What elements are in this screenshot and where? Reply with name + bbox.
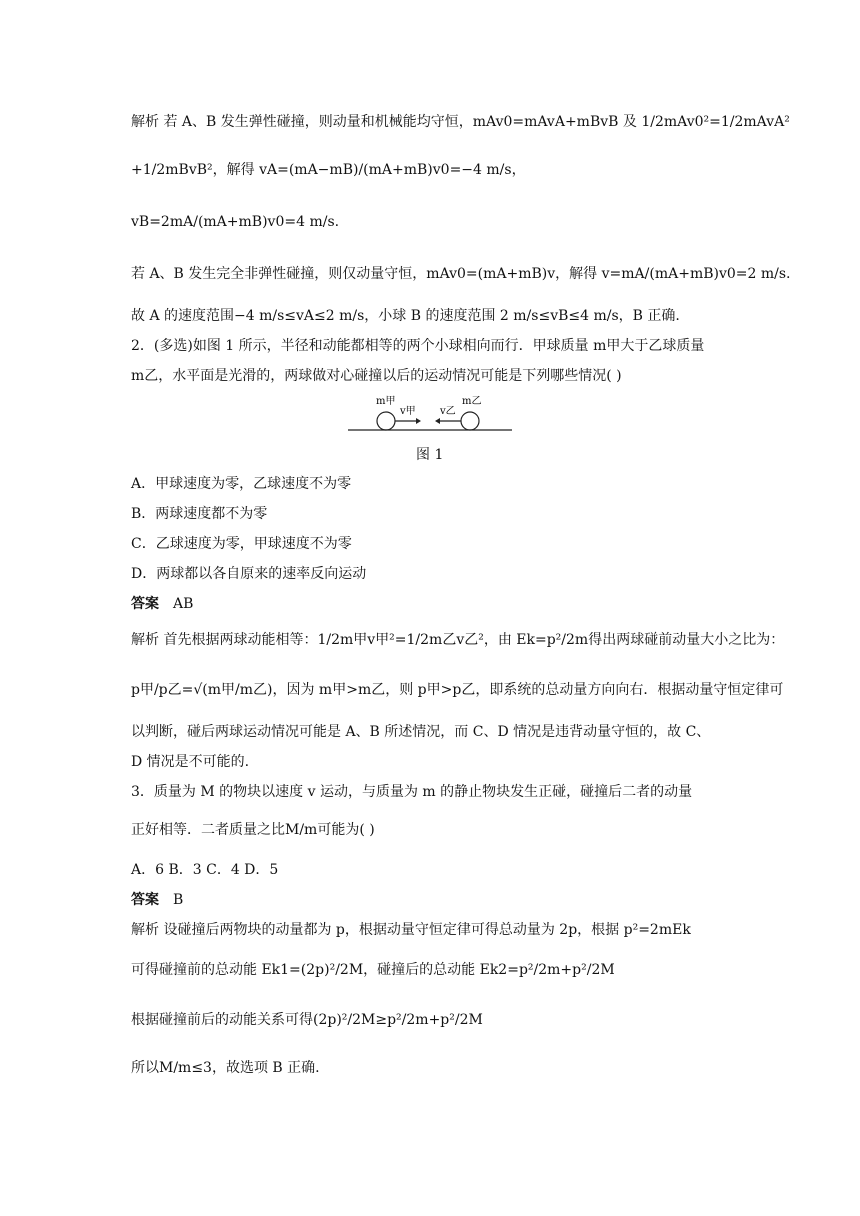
collision-figure bbox=[346, 392, 514, 436]
label-m-left: m甲 bbox=[376, 396, 396, 407]
analysis2-line-2: p甲/p乙=√(m甲/m乙)，因为 m甲>m乙，则 p甲>p乙，即系统的总动量方向向右．根据动量守恒定律可 bbox=[131, 682, 784, 698]
analysis3-line-4: 所以M/m≤3，故选项 B 正确. bbox=[131, 1060, 320, 1076]
figure-caption: 图 1 bbox=[416, 447, 444, 463]
analysis1-line-1: 解析 若 A、B 发生弹性碰撞，则动量和机械能均守恒，mAv0=mAvA+mBvB 及 1/2mAv0²=1/2mAvA² bbox=[131, 114, 790, 130]
arrow-left-head bbox=[416, 418, 421, 424]
label-v-left: v甲 bbox=[400, 406, 416, 417]
question2-line-1: 2．(多选)如图 1 所示，半径和动能都相等的两个小球相向而行．甲球质量 m甲大于乙球质量 bbox=[131, 338, 705, 354]
answer3-row bbox=[131, 890, 183, 910]
ball-right bbox=[461, 412, 479, 430]
analysis1-line-4: 若 A、B 发生完全非弹性碰撞，则仅动量守恒，mAv0=(mA+mB)v，解得 v=mA/(mA+mB)v0=2 m/s. bbox=[131, 266, 791, 282]
analysis2-line-3: 以判断，碰后两球运动情况可能是 A、B 所述情况，而 C、D 情况是违背动量守恒的，故 C、 bbox=[131, 724, 711, 740]
arrow-right-head bbox=[435, 418, 440, 424]
analysis1-line-2: +1/2mBvB²，解得 vA=(mA−mB)/(mA+mB)v0=−4 m/s， bbox=[131, 162, 526, 178]
analysis2-line-4: D 情况是不可能的. bbox=[131, 754, 250, 770]
answer2-value: AB bbox=[173, 596, 194, 612]
analysis3-line-2: 可得碰撞前的总动能 Ek1=(2p)²/2M，碰撞后的总动能 Ek2=p²/2m+p²/2M bbox=[131, 962, 615, 978]
question3-options: A．6 B．3 C．4 D．5 bbox=[131, 862, 279, 878]
answer3-label: 答案 bbox=[131, 892, 159, 908]
option-b: B．两球速度都不为零 bbox=[131, 506, 268, 522]
analysis1-line-5: 故 A 的速度范围−4 m/s≤vA≤2 m/s，小球 B 的速度范围 2 m/s≤vB≤4 m/s，B 正确. bbox=[131, 308, 680, 324]
analysis3-line-1: 解析 设碰撞后两物块的动量都为 p，根据动量守恒定律可得总动量为 2p，根据 p²=2mEk bbox=[131, 922, 691, 938]
analysis3-line-3: 根据碰撞前后的动能关系可得(2p)²/2M≥p²/2m+p²/2M bbox=[131, 1012, 483, 1028]
option-d: D．两球都以各自原来的速率反向运动 bbox=[131, 566, 367, 582]
label-v-right: v乙 bbox=[440, 406, 456, 417]
analysis2-line-1: 解析 首先根据两球动能相等：1/2m甲v甲²=1/2m乙v乙²，由 Ek=p²/2m得出两球碰前动量大小之比为： bbox=[131, 632, 785, 648]
question3-line-1: 3．质量为 M 的物块以速度 v 运动，与质量为 m 的静止物块发生正碰，碰撞后二者的动量 bbox=[131, 784, 693, 800]
collision-diagram bbox=[346, 392, 514, 436]
answer2-label: 答案 bbox=[131, 596, 159, 612]
question3-line-2: 正好相等．二者质量之比M/m可能为( ) bbox=[131, 822, 375, 838]
question2-line-2: m乙，水平面是光滑的，两球做对心碰撞以后的运动情况可能是下列哪些情况( ) bbox=[131, 368, 622, 384]
label-m-right: m乙 bbox=[462, 396, 482, 407]
answer3-value: B bbox=[173, 892, 184, 908]
option-c: C．乙球速度为零，甲球速度不为零 bbox=[131, 536, 352, 552]
answer2-row bbox=[131, 594, 193, 614]
option-a: A．甲球速度为零，乙球速度不为零 bbox=[131, 476, 352, 492]
analysis1-line-3: vB=2mA/(mA+mB)v0=4 m/s. bbox=[131, 214, 340, 230]
ball-left bbox=[377, 412, 395, 430]
